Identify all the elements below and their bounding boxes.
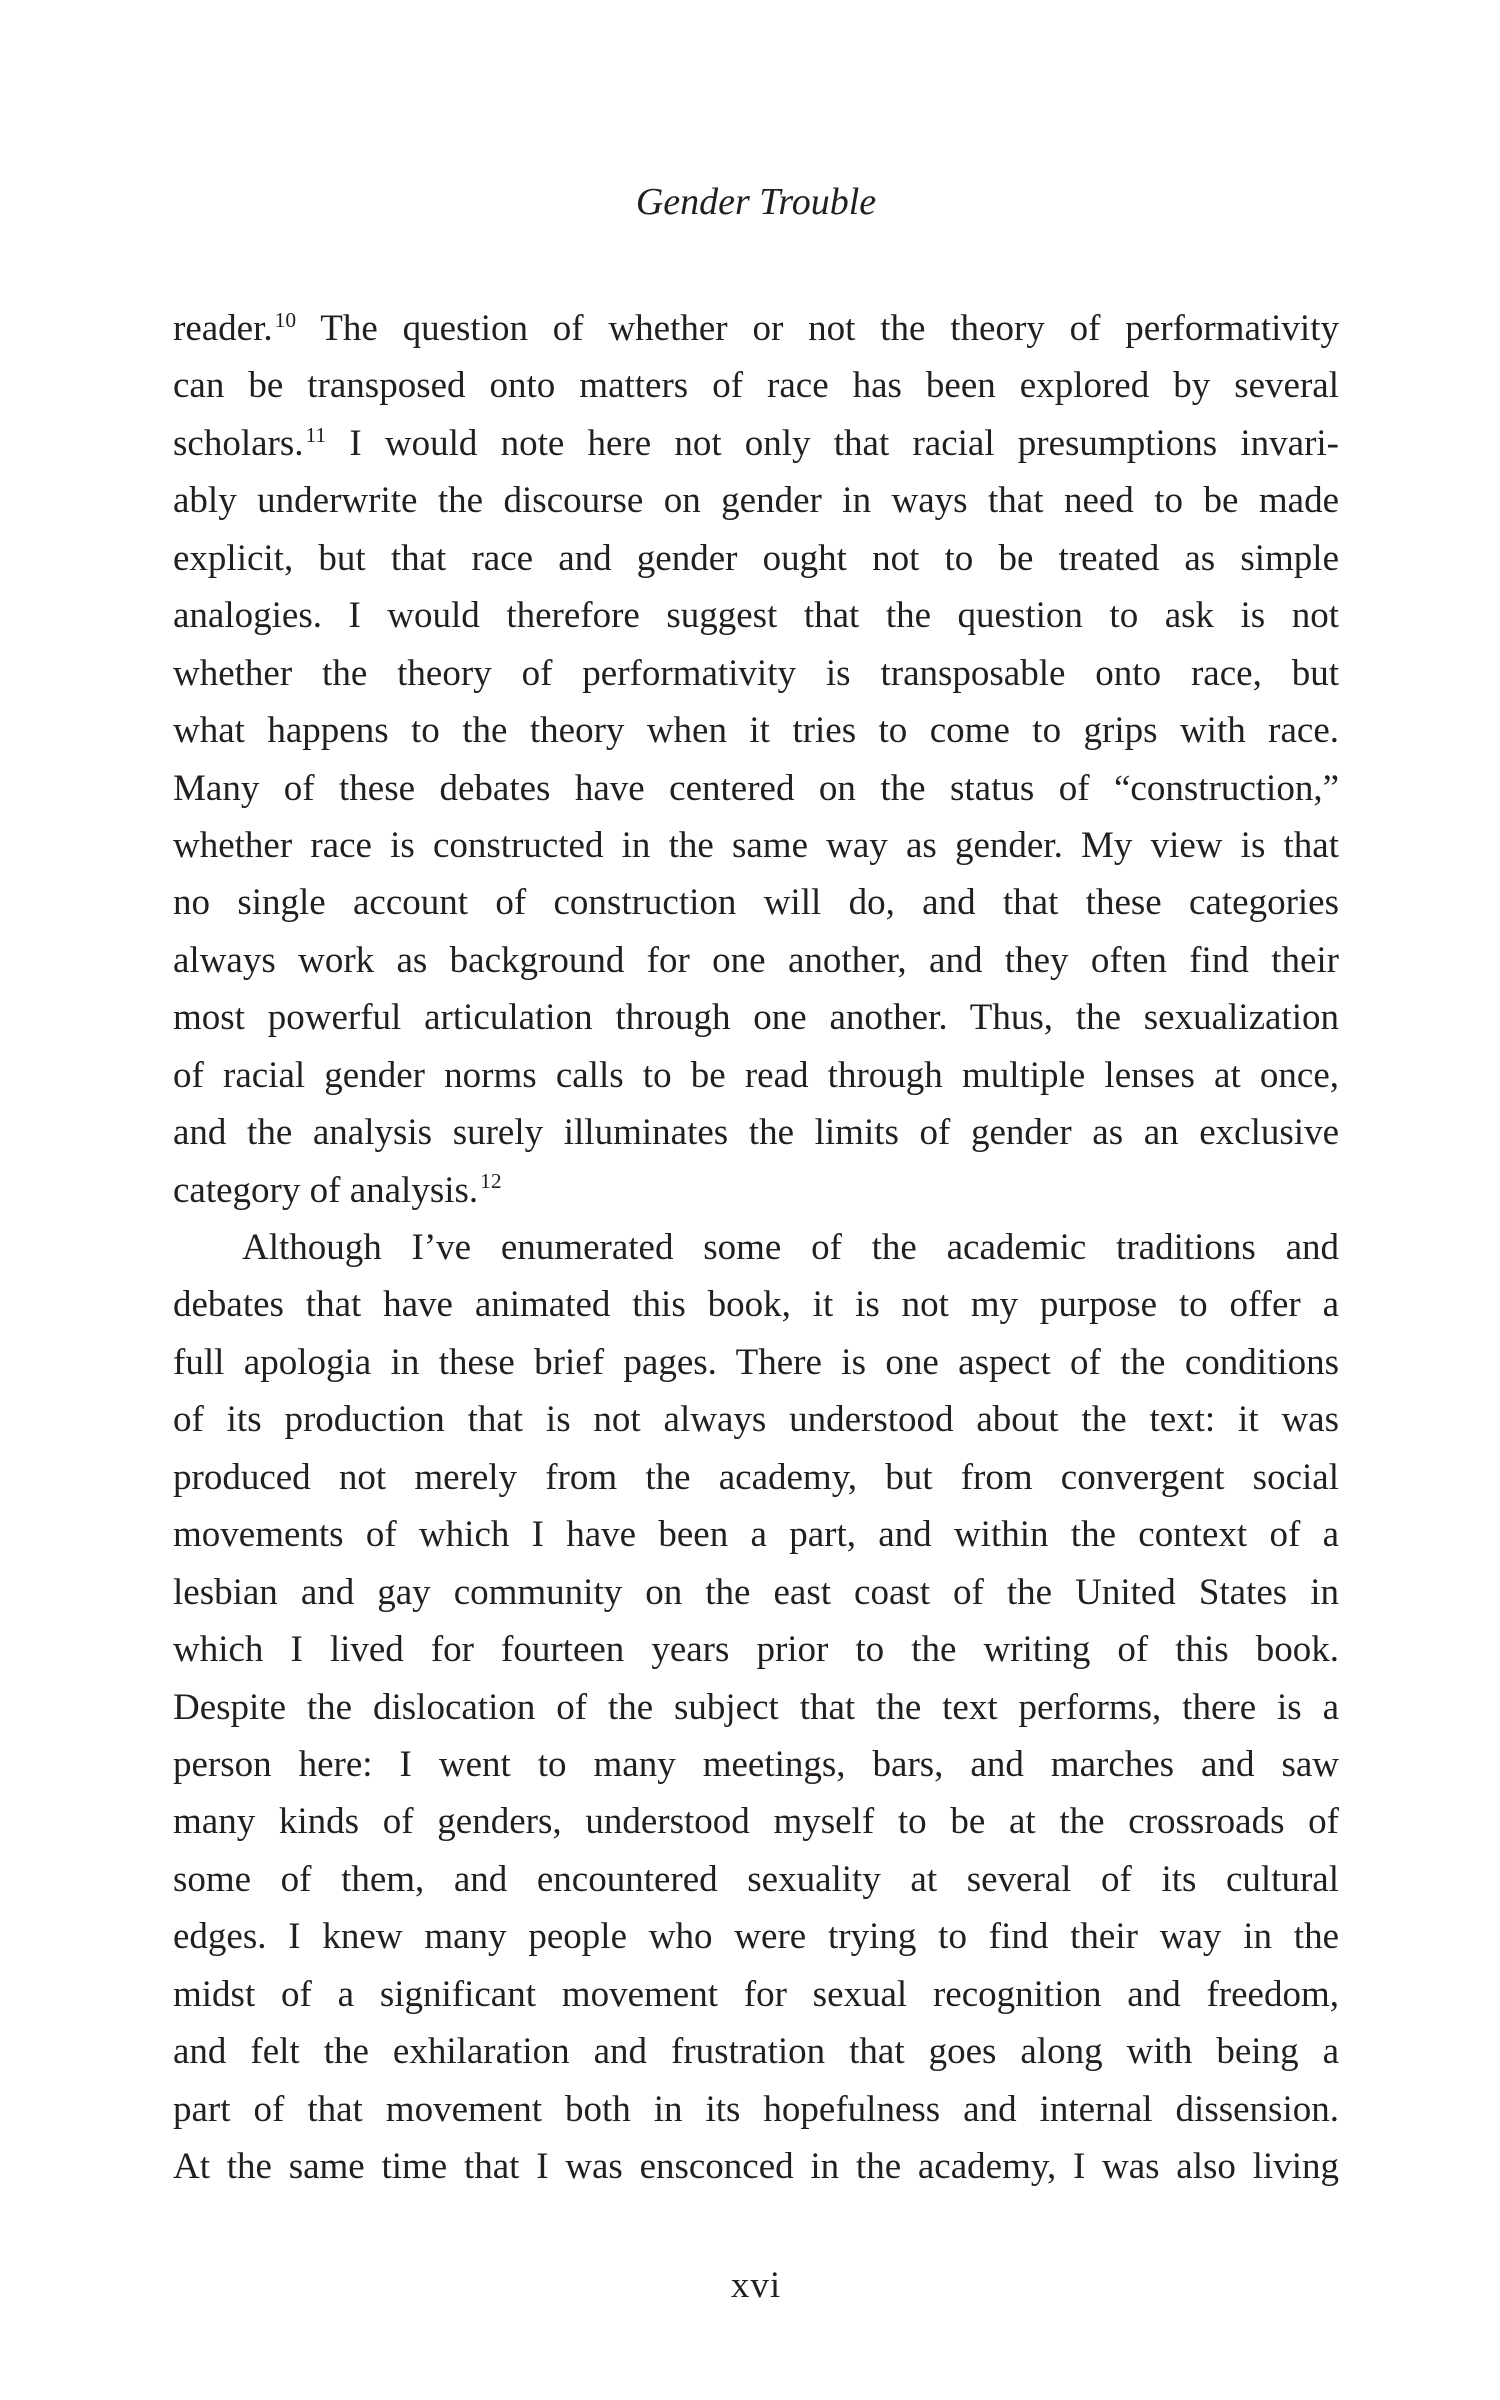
line-text: category of analysis. [173, 1169, 479, 1211]
footnote-marker: 11 [305, 422, 327, 447]
line-text: reader. [173, 308, 273, 349]
text-line: explicit, but that race and gender ought not to be treated as simple [173, 537, 1339, 579]
text-line: person here: I went to many meetings, bars, and marches and saw [173, 1743, 1339, 1785]
text-line: Despite the dislocation of the subject that the text performs, there is a [173, 1686, 1339, 1728]
text-line [173, 300, 1339, 357]
text-line: always work as background for one another, and they often find their [173, 939, 1339, 981]
text-line: which I lived for fourteen years prior to the writing of this book. [173, 1629, 1339, 1671]
text-line: debates that have animated this book, it is not my purpose to offer a [173, 1284, 1339, 1326]
text-line: can be transposed onto matters of race has been explored by several [173, 365, 1339, 407]
text-line: part of that movement both in its hopefulness and internal dissension. [173, 2088, 1339, 2130]
text-line: At the same time that I was ensconced in the academy, I was also living [173, 2146, 1339, 2187]
text-line [173, 1162, 1339, 1219]
running-head: Gender Trouble [635, 181, 877, 223]
text-line: analogies. I would therefore suggest that the question to ask is not [173, 595, 1339, 637]
text-line: some of them, and encountered sexuality at several of its cultural [173, 1858, 1339, 1900]
text-line: many kinds of genders, understood myself to be at the crossroads of [173, 1801, 1339, 1843]
text-line [173, 415, 1339, 472]
body-text [173, 300, 1339, 2195]
page-number: xvi [730, 2265, 782, 2306]
text-line: of racial gender norms calls to be read through multiple lenses at once, [173, 1054, 1339, 1096]
line-text: I would note here not only that racial presumptions invari- [326, 422, 1339, 464]
text-line: full apologia in these brief pages. There is one aspect of the conditions [173, 1341, 1339, 1383]
line-text: The question of whether or not the theory of performativity [296, 308, 1339, 349]
paragraph [173, 1219, 1339, 2195]
text-line: produced not merely from the academy, but from convergent social [173, 1456, 1339, 1498]
footnote-marker: 12 [480, 1169, 502, 1194]
text-line: Although I’ve enumerated some of the academic traditions and [242, 1227, 1339, 1268]
text-line: ably underwrite the discourse on gender in ways that need to be made [173, 480, 1339, 522]
text-line: and the analysis surely illuminates the limits of gender as an exclusive [173, 1112, 1339, 1154]
text-line: of its production that is not always understood about the text: it was [173, 1399, 1339, 1441]
footnote-marker: 10 [274, 307, 297, 332]
paragraph [173, 300, 1339, 1219]
text-line: movements of which I have been a part, and within the context of a [173, 1514, 1339, 1556]
text-line: and felt the exhilaration and frustration that goes along with being a [173, 2031, 1339, 2073]
text-line: most powerful articulation through one another. Thus, the sexualization [173, 997, 1339, 1039]
text-line: Many of these debates have centered on the status of “construction,” [173, 767, 1339, 809]
text-line: midst of a significant movement for sexual recognition and freedom, [173, 1973, 1339, 2015]
line-text: scholars. [173, 422, 304, 464]
text-line: edges. I knew many people who were trying to find their way in the [173, 1916, 1339, 1958]
text-line: lesbian and gay community on the east coast of the United States in [173, 1571, 1339, 1613]
text-line: whether race is constructed in the same way as gender. My view is that [173, 824, 1339, 866]
text-line: what happens to the theory when it tries to come to grips with race. [173, 710, 1339, 752]
text-line: whether the theory of performativity is transposable onto race, but [173, 652, 1339, 694]
text-line: no single account of construction will do, and that these categories [173, 882, 1339, 924]
